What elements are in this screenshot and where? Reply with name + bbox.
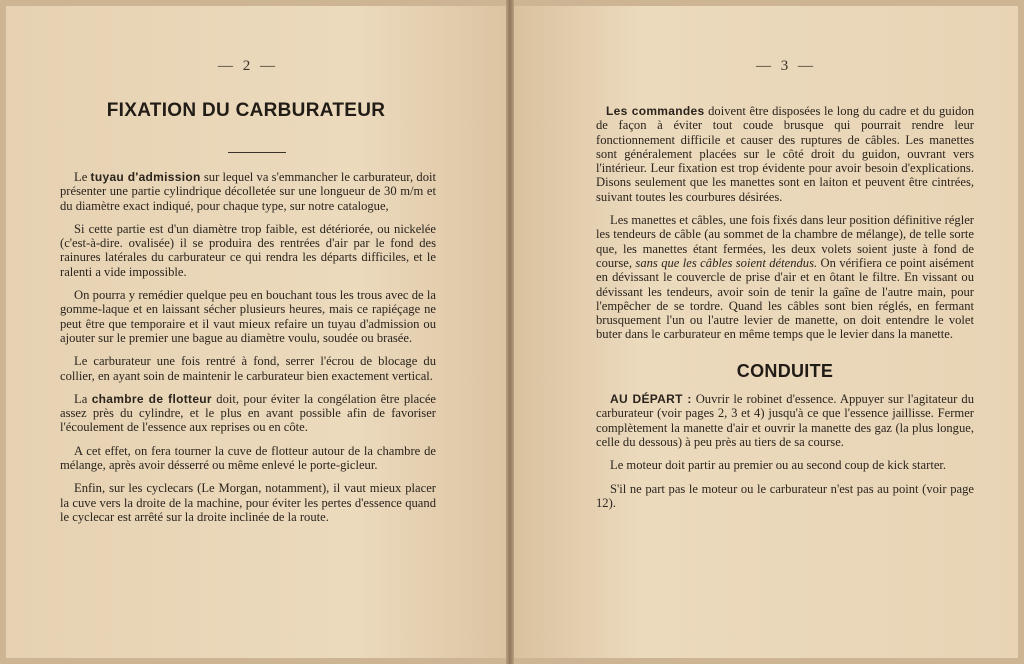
paragraph: Le carburateur une fois rentré à fond, serrer l'écrou de blocage du collier, en ayant soin de maintenir le carburateur bien exactement vertical. bbox=[60, 354, 436, 383]
text-run: doit, pour éviter la congélation être placée assez près du cylindre, et le plus en avant possible afin de favoriser l'écoulement de l'essence aux reprises ou en côte. bbox=[60, 391, 436, 435]
keyword: tuyau d'admission bbox=[90, 170, 201, 184]
text-run: sur lequel va s'emmancher le carburateur, doit présenter une partie cylindrique décolletée sur une longueur de 30 m/m et du diamètre exact indiqué, pour chaque type, sur notre catalogue, bbox=[60, 170, 436, 213]
text-run: Les manettes et câbles, une fois fixés dans leur position définitive régler les tendeurs de câble (au sommet de la chambre de mélange), de telle sorte que, les manettes étant fermées, les deux volets soient juste à fond de course, bbox=[596, 213, 974, 270]
text-run: La bbox=[74, 391, 92, 406]
left-page bbox=[6, 6, 506, 658]
paragraph: Le moteur doit partir au premier ou au second coup de kick starter. bbox=[610, 458, 947, 473]
paragraph bbox=[596, 213, 974, 342]
paragraph: On pourra y remédier quelque peu en bouchant tous les trous avec de la gomme-laque et en laissant sécher plusieurs heures, mais ce rapiéçage ne peut être que temporaire et il vaut mieux refaire un tuyau d'admission ou ajouter sur le premier une bague au diamètre voulu, soudée ou brasée. bbox=[60, 288, 436, 345]
text-run: doivent être disposées le long du cadre et du guidon de façon à éviter tout coude brusque qui pourrait rendre leur fonctionnement difficile et causer des ruptures de câbles. Les manettes sont généralement placées sur le côté droit du guidon, ouvrant vers l'intérieur. Leur fixation est trop évidente pour avoir besoin d'explications. Disons seulement que les manettes sont en laiton et peuvent être cintrées, suivant toutes les courbures désirées. bbox=[596, 104, 974, 204]
page-title: FIXATION DU CARBURATEUR bbox=[106, 100, 386, 121]
page-number-right: — 3 — bbox=[756, 58, 816, 74]
page-number-left: — 2 — bbox=[218, 58, 278, 74]
italic-text: sans que les câbles soient détendus. bbox=[635, 255, 818, 270]
text-run: Ouvrir le robinet d'essence. Appuyer sur l'agitateur du carburateur (voir pages 2, 3 et 4) jusqu'à ce que l'essence jaillisse. Fermer complètement la manette d'air et ouvrir la manette des gaz (la plus longue, celle du dessous) à peu près au tiers de sa course. bbox=[596, 392, 974, 449]
section-title: CONDUITE bbox=[736, 360, 834, 381]
paragraph: Enfin, sur les cyclecars (Le Morgan, notamment), il vaut mieux placer la cuve vers la droite de la machine, pour éviter les pertes d'essence quand le cyclecar est arrêté sur la droite inclinée de la route. bbox=[60, 481, 436, 524]
paragraph bbox=[596, 392, 974, 449]
paragraph: S'il ne part pas le moteur ou le carburateur n'est pas au point (voir page 12). bbox=[596, 481, 974, 510]
paragraph: Si cette partie est d'un diamètre trop faible, est détériorée, ou nickelée (c'est-à-dire. ovalisée) il se produira des rentrées d'air par le fond des rainures latérales du carburateur ce qui rendra les départs difficiles, et le ralenti a vide impossible. bbox=[60, 221, 436, 279]
text-run: On vérifiera ce point aisément en dévissant le couvercle de prise d'air et en ôtant le filtre. En vissant ou dévissant les tendeurs, avoir soin de tenir la gaîne de l'autre main, pour l'empêcher de se tordre. Quand les câbles sont bien réglés, en fermant brusquement l'un ou l'autre levier de manette, on doit entendre le volet buter dans le carburateur en même temps que le levier dans la manette. bbox=[596, 255, 975, 342]
left-body-text bbox=[60, 170, 436, 533]
right-body-text bbox=[596, 104, 974, 519]
book-gutter bbox=[506, 0, 514, 664]
paragraph bbox=[60, 392, 436, 435]
text-run: Le bbox=[74, 170, 91, 184]
title-divider bbox=[228, 152, 286, 153]
keyword: chambre de flotteur bbox=[91, 391, 212, 406]
right-page bbox=[514, 6, 1018, 658]
keyword: AU DÉPART : bbox=[610, 392, 692, 407]
paragraph bbox=[60, 170, 436, 213]
paragraph: A cet effet, on fera tourner la cuve de flotteur autour de la chambre de mélange, après avoir désserré ou même enlevé le porte-gicleur. bbox=[60, 443, 436, 473]
keyword: Les commandes bbox=[606, 104, 705, 118]
paragraph bbox=[596, 104, 974, 204]
